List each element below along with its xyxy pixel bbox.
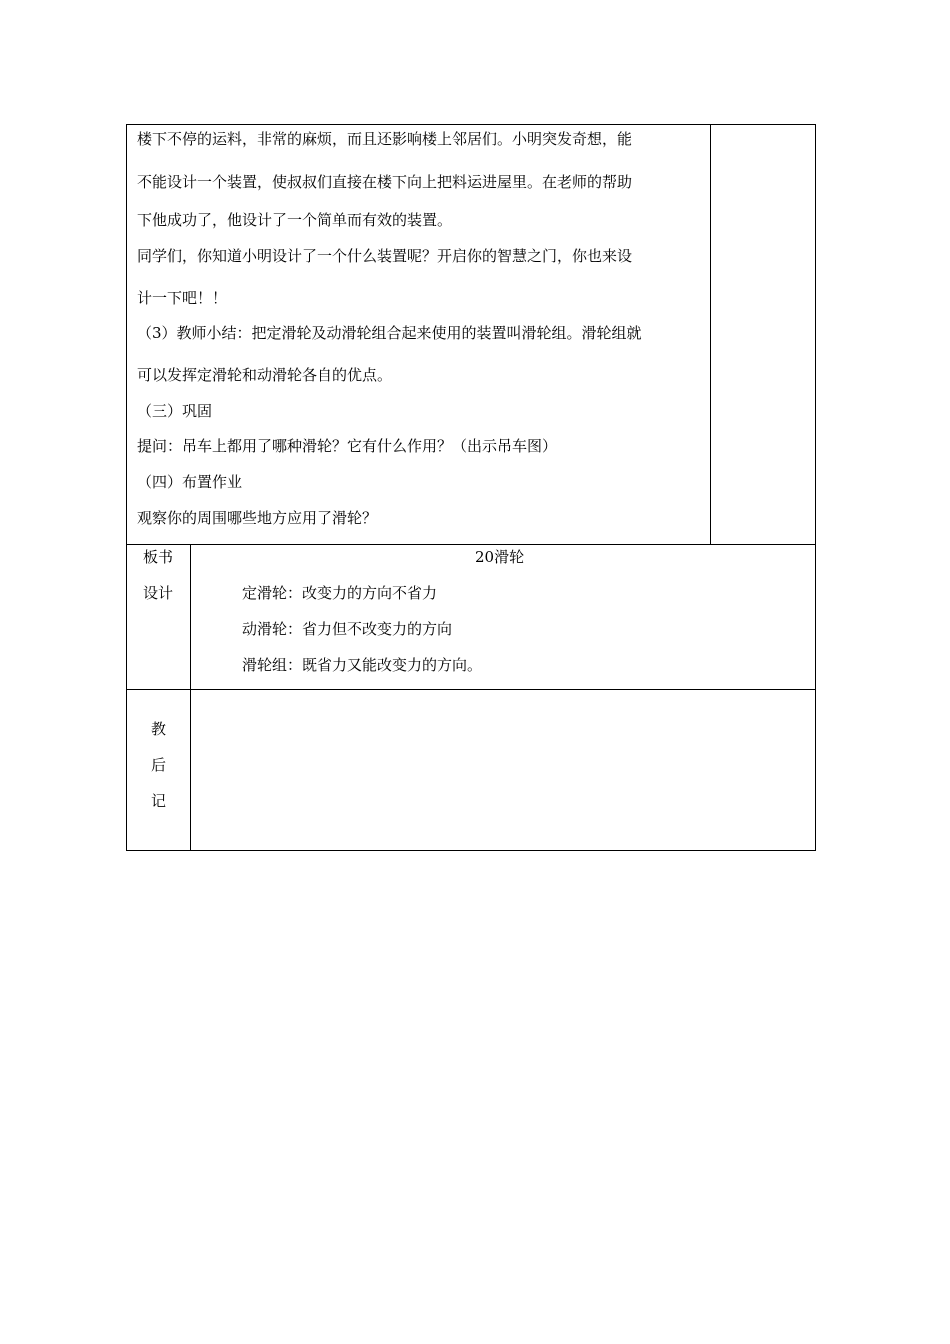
lesson-line: （3）教师小结：把定滑轮及动滑轮组合起来使用的装置叫滑轮组。滑轮组就 — [137, 324, 642, 342]
board-design-item: 定滑轮：改变力的方向不省力 — [242, 584, 438, 602]
board-design-item: 滑轮组：既省力又能改变力的方向。 — [242, 656, 483, 674]
lesson-line: 可以发挥定滑轮和动滑轮各自的优点。 — [137, 366, 393, 384]
reflection-label-char: 后 — [151, 756, 167, 774]
lesson-line: 观察你的周围哪些地方应用了滑轮？ — [137, 509, 378, 527]
board-design-label: 设计 — [143, 584, 174, 602]
lesson-notes-column-divider — [710, 124, 711, 545]
lesson-line: 不能设计一个装置，使叔叔们直接在楼下向上把料运进屋里。在老师的帮助 — [137, 173, 633, 191]
reflection-label-char: 记 — [151, 792, 167, 810]
board-design-item: 动滑轮：省力但不改变力的方向 — [242, 620, 453, 638]
lesson-line: 楼下不停的运料，非常的麻烦，而且还影响楼上邻居们。小明突发奇想，能 — [137, 130, 633, 148]
lesson-line: 下他成功了，他设计了一个简单而有效的装置。 — [137, 211, 453, 229]
lesson-line: 同学们，你知道小明设计了一个什么装置呢？开启你的智慧之门，你也来设 — [137, 247, 633, 265]
lesson-line: 提问：吊车上都用了哪种滑轮？它有什么作用？（出示吊车图） — [137, 437, 558, 455]
reflection-content-cell[interactable] — [191, 690, 815, 850]
row-divider-board-design — [126, 544, 816, 545]
lesson-line: （四）布置作业 — [137, 473, 243, 491]
board-design-label: 板书 — [143, 548, 174, 566]
board-design-title: 20滑轮 — [475, 548, 525, 566]
lesson-line: 计一下吧！！ — [137, 289, 228, 307]
reflection-label-char: 教 — [151, 720, 167, 738]
lesson-line: （三）巩固 — [137, 402, 213, 420]
